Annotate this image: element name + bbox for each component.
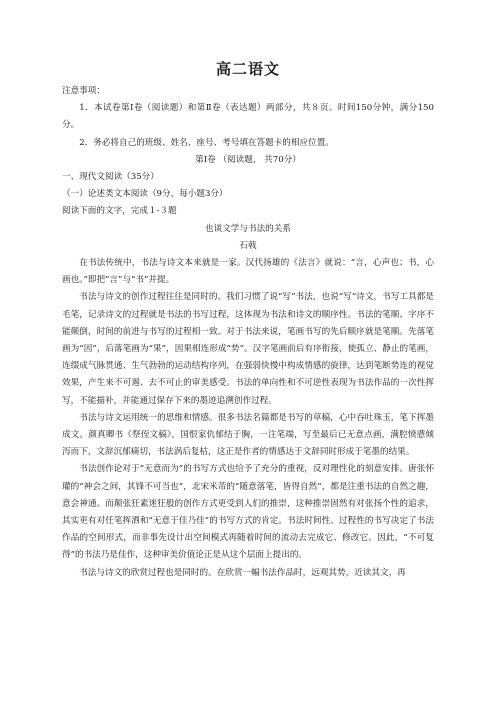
article-paragraph: 书法与诗文的欣赏过程也是同时的。在欣赏一幅书法作品时，远观其势，近读其文，再 <box>79 567 406 578</box>
part-heading: 第Ⅰ卷 （阅读题， 共70分） <box>195 154 301 165</box>
notice-item-2: 2．务必将自己的班级、姓名、座号、考号填在答题卡的相应位置。 <box>79 137 334 148</box>
notice-item-1: 1．本试卷第Ⅰ卷（阅读题）和第Ⅱ卷（表达题）两部分，共８页。时间150分钟，满分150分。 <box>62 103 434 131</box>
article-paragraph: 书法创作论对于“无意而为”的书写方式也给予了充分的重视，反对理性化的刻意安排。唐张怀瓘的“神会之间，其锋不可当也”，北宋米芾的“随意落笔，皆得自然”，都是注重书法的自然之趣，意会神通。而颠张狂素迷狂般的创作方式更受到人们的推崇，这种推崇固然有对张扬个性的追求，其实更有对任笔挥洒和“无意于佳乃佳”的书写方式的肯定。书法时间性、过程性的书写决定了书法作品的空间形式，而非事先设计出空间模式再随着时间的流动去完成它、修改它。因此，“不可复得”的书法乃是佳作，这种审美价值论正是从这个层面上提出的。 <box>62 464 434 561</box>
article-title: 也谈文学与书法的关系 <box>205 223 291 234</box>
article-paragraph: 书法与诗文的创作过程往往是同时的。我们习惯了说“写”书法，也说“写”诗文，书写工具都是毛笔，记录诗文的过程就是书法的书写过程，这体现为书法和诗文的顺序性。书法的笔顺、字序不能颠倒，时间的前进与书写的过程相一致。对于书法来说，笔画书写的先后顺序就是笔顺。先落笔画为“因”，后落笔画为“果”，因果相连形成“势”。汉字笔画前后有序衔接，使孤立、静止的笔画，连缀成气脉贯通、生气勃勃的运动结构序列，在强弱快慢中构成情感的旋律，达到笔断势连的视觉效果，产生来不可遏、去不可止的审美感受。书法的单向性和不可逆性表现为书法作品的一次性挥写，不能描补，并能通过保存下来的墨迹追溯创作过程。 <box>62 292 434 406</box>
document-body <box>62 83 434 582</box>
article-paragraph: 在书法传统中，书法与诗文本来就是一家。汉代扬雄的《法言》就说：“言，心声也；书，心画也。”即把“言”与“书”并提。 <box>62 258 434 286</box>
section-heading: 一、现代文阅读（35分） <box>62 172 159 183</box>
subsection-heading: （一）论述类文本阅读（9分，每小题3分） <box>62 189 228 200</box>
article-paragraph: 书法与诗文运用统一的思维和情感。很多书法名篇都是书写的草稿，心中吞吐珠玉，笔下挥墨成文。颜真卿书《祭侄文稿》，国恨家仇郁结于胸，一注笔端，写至最后已无意点画，满腔愤懑倾泻而下，文辞沉郁痛切，书法涡后复枯，这正是作者的情感达于文辞同时形成于笔墨的结果。 <box>62 412 434 458</box>
article-author: 石戟 <box>239 240 257 251</box>
reading-instruction: 阅读下面的文字，完成１-３题 <box>62 206 177 217</box>
notice-heading: 注意事项： <box>62 86 105 96</box>
document-title: 高二语文 <box>215 60 280 78</box>
